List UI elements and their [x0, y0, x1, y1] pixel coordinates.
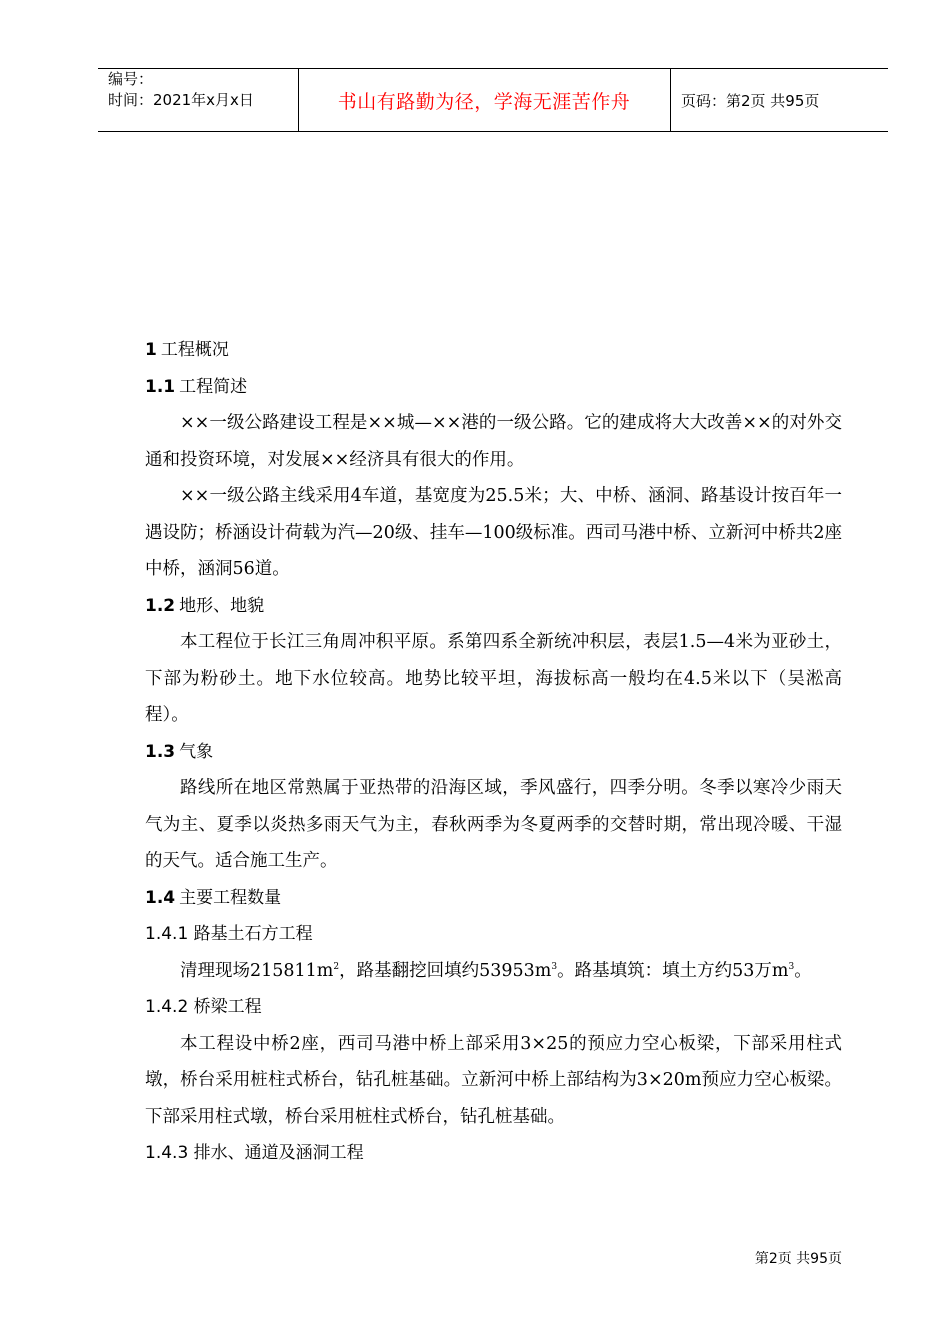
paragraph: [145, 953, 842, 990]
time-label: 时间：2021年x月x日: [108, 91, 254, 109]
section-heading: [145, 734, 842, 771]
section-number: 1.1: [145, 376, 176, 397]
section-number: 1: [145, 340, 157, 360]
section-number: 1.3: [145, 741, 176, 762]
superscript: 2: [333, 961, 340, 972]
section-number: 1.2: [145, 595, 176, 616]
motto: 书山有路勤为径，学海无涯苦作舟: [337, 91, 631, 113]
header-page-cell: [671, 69, 888, 131]
header-meta-cell: [98, 69, 299, 131]
paragraph: 路线所在地区常熟属于亚热带的沿海区域，季风盛行，四季分明。冬季以寒冷少雨天气为主、夏季以炎热多雨天气为主，春秋两季为冬夏两季的交替时期，常出现冷暖、干湿的天气。适合施工生产。: [145, 778, 842, 871]
page-footer: 第2页 共95页: [754, 1251, 842, 1267]
paragraph: ××一级公路建设工程是××城—××港的一级公路。它的建成将大大改善××的对外交通和投资环境，对发展××经济具有很大的作用。: [145, 413, 842, 470]
section-title: 工程简述: [179, 376, 248, 397]
paragraph: ××一级公路主线采用4车道，基宽度为25.5米；大、中桥、涵洞、路基设计按百年一遇设防；桥涵设计荷载为汽—20级、挂车—100级标准。西司马港中桥、立新河中桥共2座中桥，涵洞56道。: [145, 486, 842, 579]
subsection-heading: 1.4.2 桥梁工程: [145, 997, 262, 1017]
header-page-info: 页码：第2页 共95页: [681, 92, 820, 110]
section-title: 主要工程数量: [179, 887, 282, 908]
text-run: 。路基填筑：填土方约53万m: [557, 960, 789, 981]
text-run: ，路基翻挖回填约53953m: [339, 960, 552, 981]
number-label: 编号：: [108, 70, 154, 88]
section-title: 工程概况: [160, 340, 229, 360]
paragraph: 本工程位于长江三角周冲积平原。系第四系全新统冲积层，表层1.5—4米为亚砂土，下部为粉砂土。地下水位较高。地势比较平坦，海拔标高一般均在4.5米以下（吴淞高程）。: [145, 632, 842, 725]
section-heading: [145, 588, 842, 625]
section-heading: [145, 880, 842, 917]
subsection-heading: 1.4.3 排水、通道及涵洞工程: [145, 1143, 364, 1163]
document-body: [145, 332, 842, 1172]
text-run: 清理现场215811m: [180, 960, 334, 981]
subsection-heading: 1.4.1 路基土石方工程: [145, 924, 313, 944]
superscript: 3: [788, 961, 795, 972]
section-heading: [145, 332, 842, 369]
header-motto-cell: [298, 69, 671, 131]
page-header: [98, 68, 888, 132]
section-heading: [145, 369, 842, 406]
section-title: 地形、地貌: [179, 595, 265, 616]
section-number: 1.4: [145, 887, 176, 908]
section-title: 气象: [179, 741, 214, 762]
superscript: 3: [551, 961, 558, 972]
text-run: 。: [794, 960, 812, 981]
paragraph: 本工程设中桥2座，西司马港中桥上部采用3×25的预应力空心板梁，下部采用柱式墩，桥台采用桩柱式桥台，钻孔桩基础。立新河中桥上部结构为3×20m预应力空心板梁。下部采用柱式墩，桥台采用桩柱式桥台，钻孔桩基础。: [145, 1033, 842, 1127]
